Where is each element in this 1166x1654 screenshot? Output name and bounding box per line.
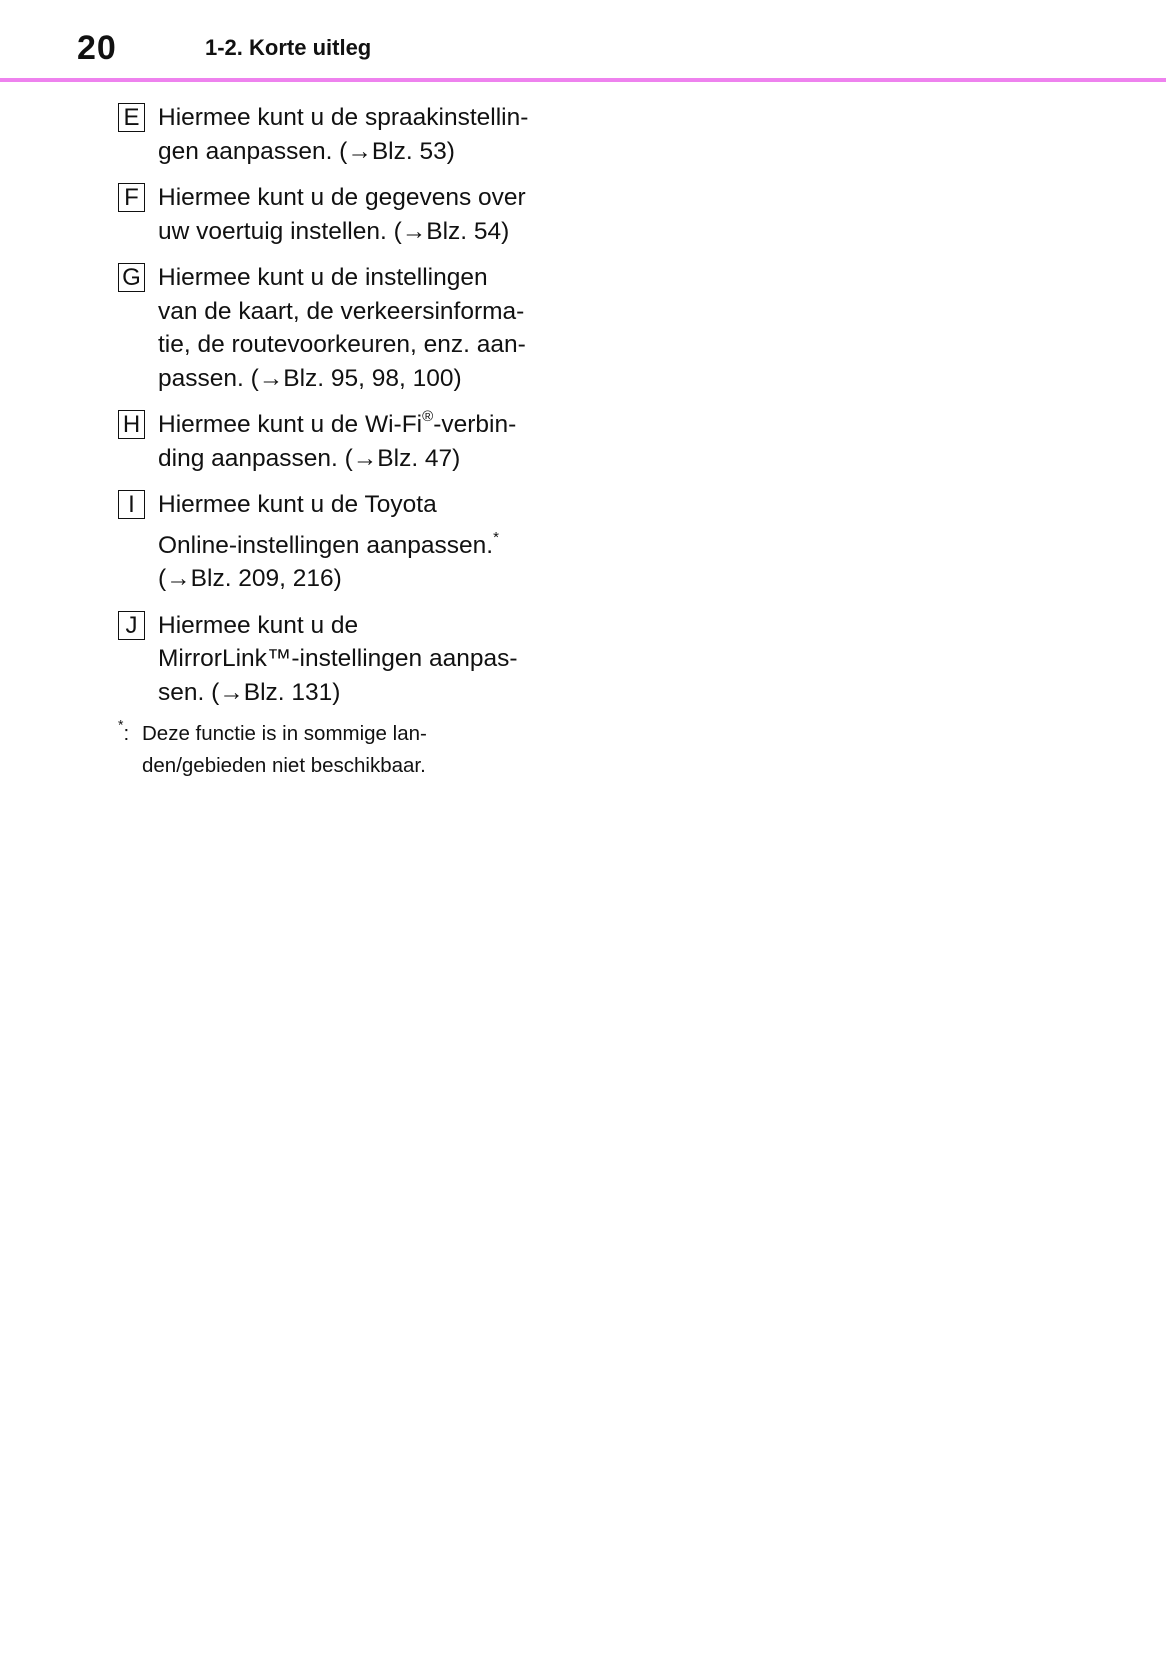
footnote <box>118 718 578 782</box>
footnote-text-line: den/gebieden niet beschikbaar. <box>142 754 426 777</box>
page-header <box>0 0 1166 82</box>
footnote-asterisk: * <box>118 716 124 733</box>
item-text-line <box>158 408 578 442</box>
item-text-line: Hiermee kunt u de spraakinstellin- <box>158 104 529 131</box>
page-number: 20 <box>77 29 117 67</box>
item-text-line: Hiermee kunt u de <box>158 611 359 639</box>
badge-j: J <box>118 611 145 640</box>
list-item-g <box>118 261 578 395</box>
badge-f: F <box>118 183 145 212</box>
settings-list <box>118 101 578 782</box>
item-text-segment: Online-instellingen aanpassen. <box>158 531 494 559</box>
registered-mark: ® <box>422 407 434 425</box>
item-text-line <box>158 529 578 563</box>
item-text-segment: -verbin- <box>433 411 517 438</box>
item-text-line: tie, de routevoorkeuren, enz. aan- <box>158 331 526 358</box>
item-text-line: passen. (→Blz. 95, 98, 100) <box>158 364 462 392</box>
badge-e: E <box>118 103 145 132</box>
badge-h: H <box>118 410 145 439</box>
item-text-line: uw voertuig instellen. (→Blz. 54) <box>158 217 510 245</box>
item-text-line: (→Blz. 209, 216) <box>158 565 342 592</box>
footnote-text-line: Deze functie is in sommige lan- <box>142 722 427 745</box>
header-rule <box>0 78 1166 82</box>
item-text-line: Hiermee kunt u de Toyota <box>158 491 437 518</box>
item-text-line: van de kaart, de verkeersinforma- <box>158 297 525 325</box>
list-item-j <box>118 609 578 710</box>
list-item-i <box>118 488 578 596</box>
list-item-e <box>118 101 578 168</box>
item-text-line: MirrorLink™-instellingen aanpas- <box>158 645 518 672</box>
item-text-line: ding aanpassen. (→Blz. 47) <box>158 444 461 472</box>
list-item-f <box>118 181 578 248</box>
item-text-segment: Hiermee kunt u de Wi-Fi <box>158 411 423 438</box>
footnote-asterisk: * <box>493 528 499 546</box>
badge-g: G <box>118 263 145 292</box>
list-item-h <box>118 408 578 475</box>
footnote-colon: : <box>123 722 130 745</box>
item-text-line: Hiermee kunt u de gegevens over <box>158 184 526 211</box>
item-text-line: Hiermee kunt u de instellingen <box>158 264 488 291</box>
footnote-marker <box>118 718 129 750</box>
section-title: 1-2. Korte uitleg <box>205 35 372 60</box>
item-text-line: sen. (→Blz. 131) <box>158 678 341 706</box>
item-text-line: gen aanpassen. (→Blz. 53) <box>158 137 455 165</box>
badge-i: I <box>118 490 145 519</box>
